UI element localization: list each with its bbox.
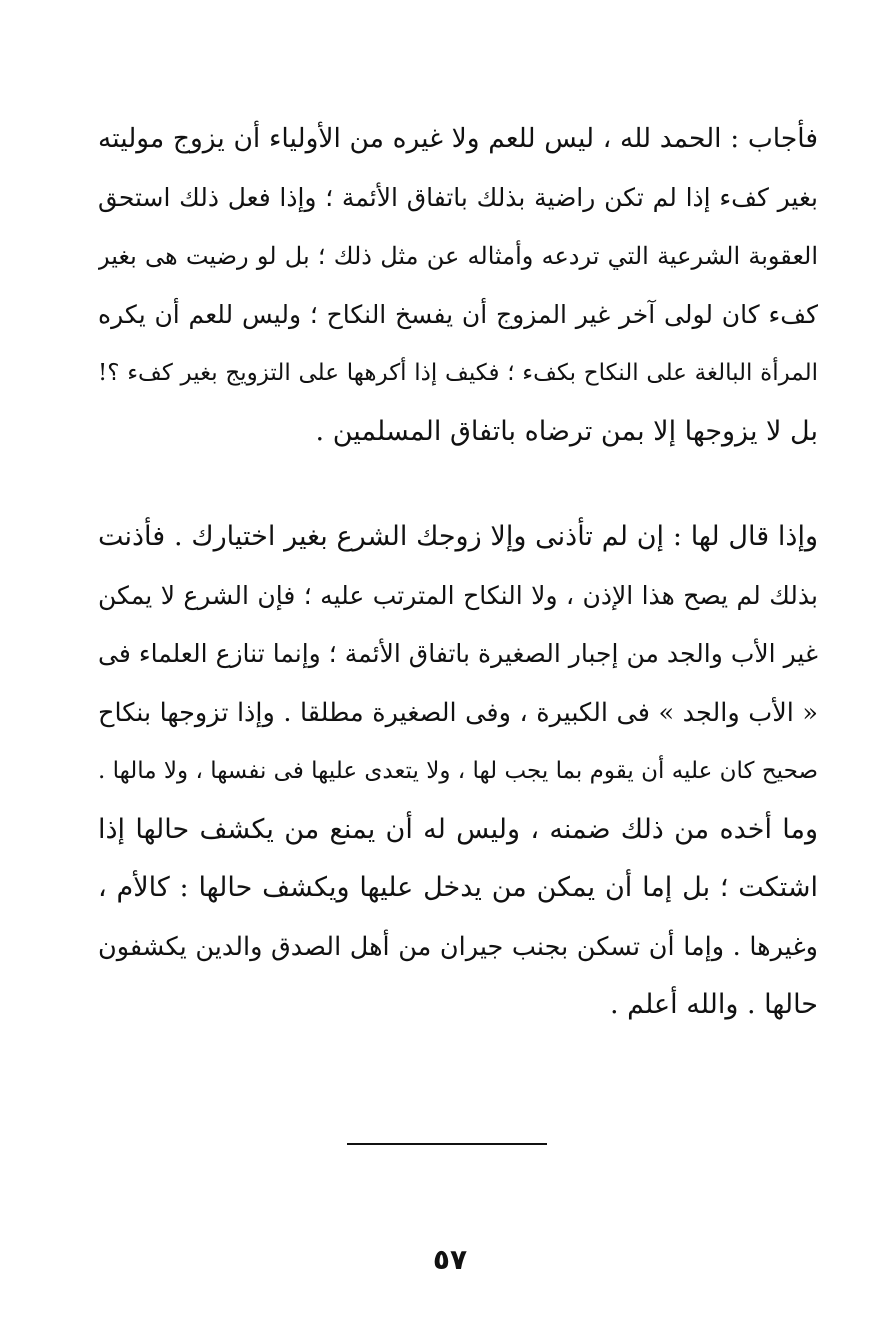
paragraph-1 xyxy=(98,110,818,461)
text-line: وما أخده من ذلك ضمنه ، وليس له أن يمنع من يكشف حالها إذا xyxy=(98,813,818,845)
text-line: بذلك لم يصح هذا الإذن ، ولا النكاح المترتب عليه ؛ فإن الشرع لا يمكن xyxy=(98,580,818,610)
paragraph-2 xyxy=(98,508,818,1035)
text-line: كفء كان لولى آخر غير المزوج أن يفسخ النكاح ؛ وليس للعم أن يكره xyxy=(98,299,818,329)
text-line: بغير كفء إذا لم تكن راضية بذلك باتفاق الأئمة ؛ وإذا فعل ذلك استحق xyxy=(98,182,818,212)
text-line: المرأة البالغة على النكاح بكفء ؛ فكيف إذا أكرهها على التزويج بغير كفء ؟! xyxy=(98,360,818,386)
text-line: « الأب والجد » فى الكبيرة ، وفى الصغيرة مطلقا . وإذا تزوجها بنكاح xyxy=(98,697,818,728)
text-line: بل لا يزوجها إلا بمن ترضاه باتفاق المسلمين . xyxy=(315,415,818,447)
text-line: وغيرها . وإما أن تسكن بجنب جيران من أهل الصدق والدين يكشفون xyxy=(98,931,818,962)
text-line: غير الأب والجد من إجبار الصغيرة باتفاق الأئمة ؛ وإنما تنازع العلماء فى xyxy=(98,639,818,668)
page-number: ٥٧ xyxy=(432,1243,468,1276)
text-line: اشتكت ؛ بل إما أن يمكن من يدخل عليها ويكشف حالها : كالأم ، xyxy=(98,872,818,903)
text-line: وإذا قال لها : إن لم تأذنى وإلا زوجك الشرع بغير اختيارك . فأذنت xyxy=(98,521,818,552)
text-line: صحيح كان عليه أن يقوم بما يجب لها ، ولا يتعدى عليها فى نفسها ، ولا مالها . xyxy=(98,758,818,784)
text-line: حالها . والله أعلم . xyxy=(609,989,818,1020)
separator-rule xyxy=(347,1143,547,1145)
text-line: فأجاب : الحمد لله ، ليس للعم ولا غيره من الأولياء أن يزوج موليته xyxy=(98,123,818,154)
text-line: العقوبة الشرعية التي تردعه وأمثاله عن مثل ذلك ؛ بل لو رضيت هى بغير xyxy=(98,242,818,270)
